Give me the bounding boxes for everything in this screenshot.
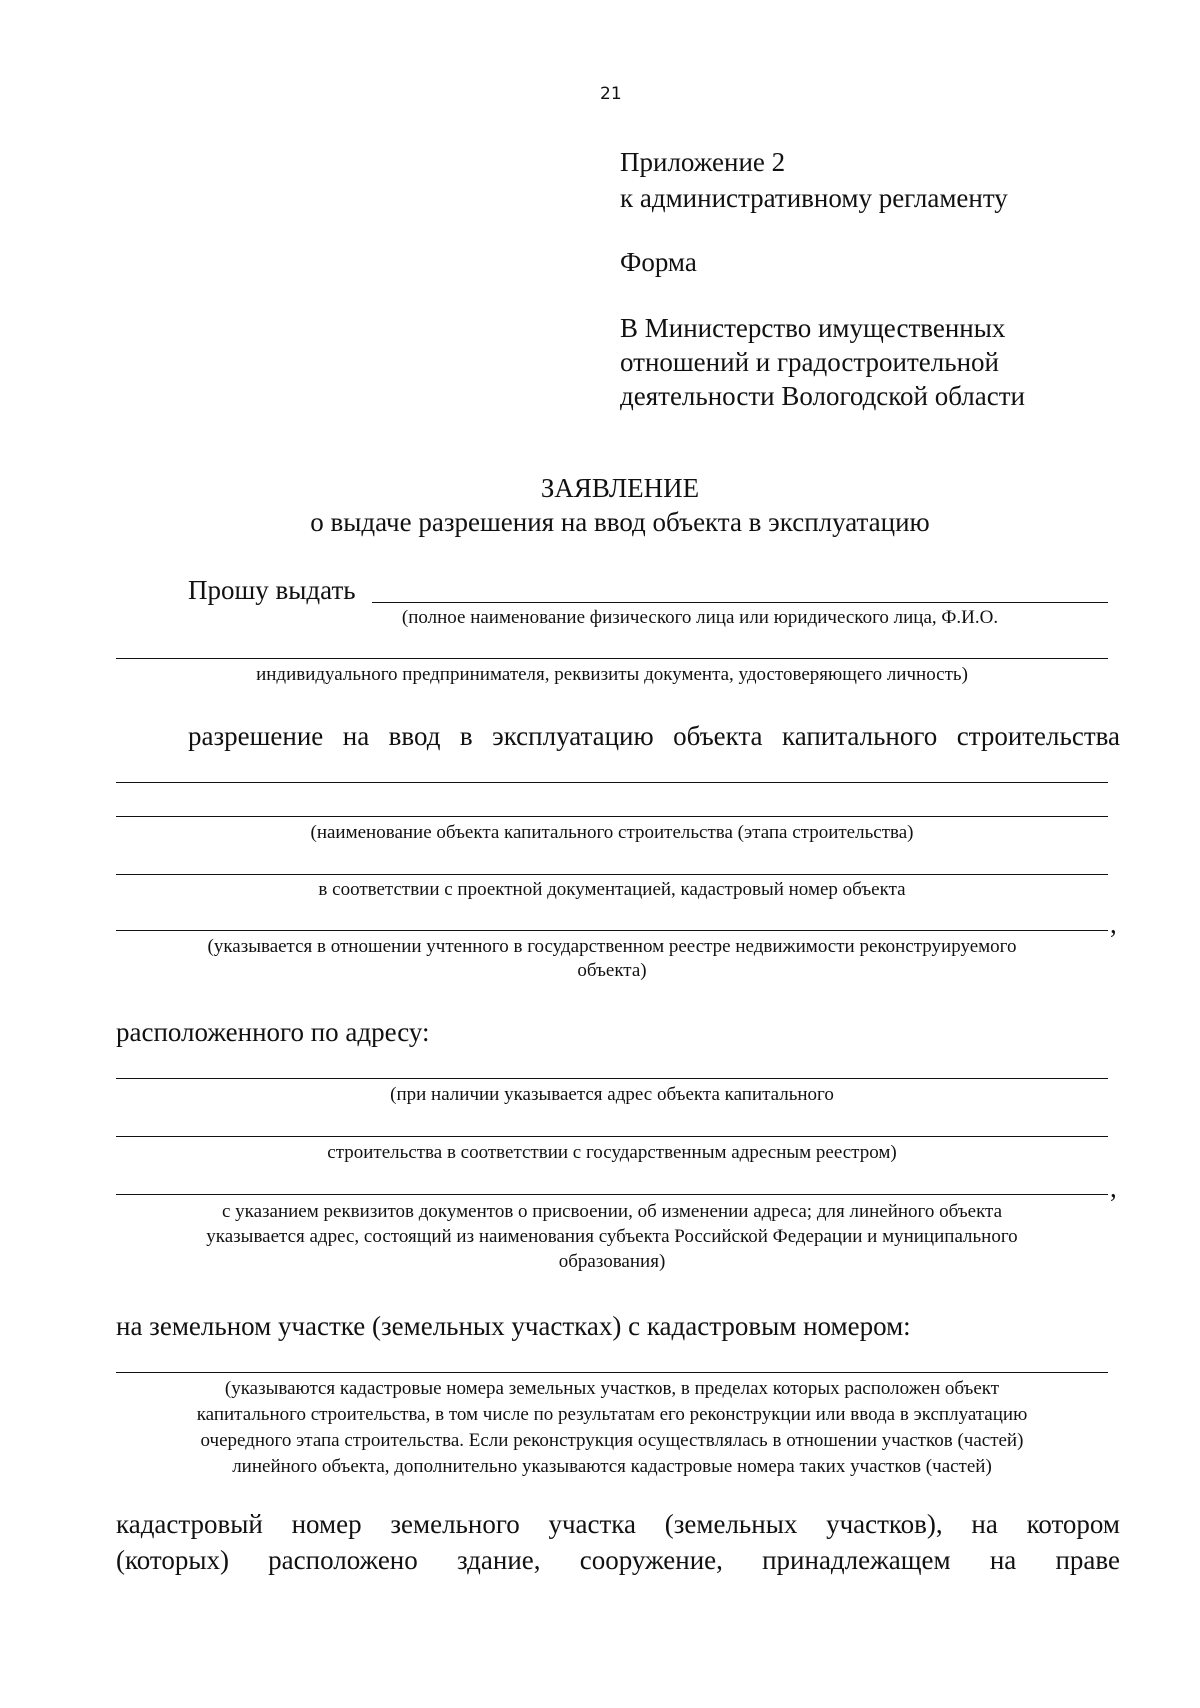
object-line-2	[116, 816, 1108, 817]
permit-line: разрешение на ввод в эксплуатацию объекта капитального строительства	[188, 721, 1120, 751]
document-title: ЗАЯВЛЕНИЕ	[540, 473, 700, 503]
land-hint-2: капитального строительства, в том числе по результатам его реконструкции или ввода в эксплуатацию	[196, 1404, 1028, 1425]
cadastral-hint-2: объекта)	[577, 960, 647, 981]
address-hint-5: образования)	[558, 1251, 666, 1272]
applicant-hint-1: (полное наименование физического лица или юридического лица, Ф.И.О.	[401, 607, 999, 628]
address-line-3	[116, 1194, 1108, 1195]
address-hint-2: строительства в соответствии с государственным адресным реестром)	[327, 1142, 897, 1163]
land-hint-3: очередного этапа строительства. Если реконструкция осуществлялась в отношении участков (частей)	[200, 1430, 1024, 1451]
regulation-label: к административному регламенту	[620, 183, 1008, 213]
applicant-hint-2: индивидуального предпринимателя, реквизиты документа, удостоверяющего личность)	[256, 664, 968, 685]
address-line-2	[116, 1136, 1108, 1137]
final-paragraph-line-2: (которых) расположено здание, сооружение, принадлежащем на праве	[116, 1545, 1120, 1575]
appendix-label: Приложение 2	[620, 147, 786, 177]
addressee-line-2: отношений и градостроительной	[620, 347, 999, 377]
object-line-3	[116, 874, 1108, 875]
object-name-hint: (наименование объекта капитального строительства (этапа строительства)	[310, 822, 914, 843]
cadastral-line-comma: ,	[1110, 909, 1117, 939]
address-lead: расположенного по адресу:	[116, 1017, 430, 1047]
land-lead: на земельном участке (земельных участках) с кадастровым номером:	[116, 1311, 911, 1341]
land-hint-1: (указываются кадастровые номера земельных участков, в пределах которых расположен объект	[224, 1378, 1000, 1399]
request-lead: Прошу выдать	[188, 575, 356, 605]
land-hint-4: линейного объекта, дополнительно указываются кадастровые номера таких участков (частей)	[232, 1456, 992, 1477]
land-line	[116, 1372, 1108, 1373]
final-paragraph-line-1: кадастровый номер земельного участка (земельных участков), на котором	[116, 1509, 1120, 1539]
form-label: Форма	[620, 247, 697, 277]
applicant-line-2	[116, 658, 1108, 659]
applicant-line-1	[372, 602, 1108, 603]
cadastral-hint-1: (указывается в отношении учтенного в государственном реестре недвижимости реконструируемого	[207, 936, 1017, 957]
cadastral-line	[116, 930, 1108, 931]
page-number: 21	[600, 84, 622, 104]
address-hint-3: с указанием реквизитов документов о присвоении, об изменении адреса; для линейного объекта	[221, 1201, 1003, 1222]
address-hint-1: (при наличии указывается адрес объекта капитального	[390, 1084, 834, 1105]
address-hint-4: указывается адрес, состоящий из наименования субъекта Российской Федерации и муниципального	[206, 1226, 1018, 1247]
document-subtitle: о выдаче разрешения на ввод объекта в эксплуатацию	[310, 507, 930, 537]
addressee-line-3: деятельности Вологодской области	[620, 381, 1025, 411]
address-line-comma: ,	[1110, 1173, 1117, 1203]
addressee-line-1: В Министерство имущественных	[620, 313, 1006, 343]
address-line-1	[116, 1078, 1108, 1079]
project-docs-hint: в соответствии с проектной документацией, кадастровый номер объекта	[318, 879, 906, 900]
object-line-1	[116, 782, 1108, 783]
